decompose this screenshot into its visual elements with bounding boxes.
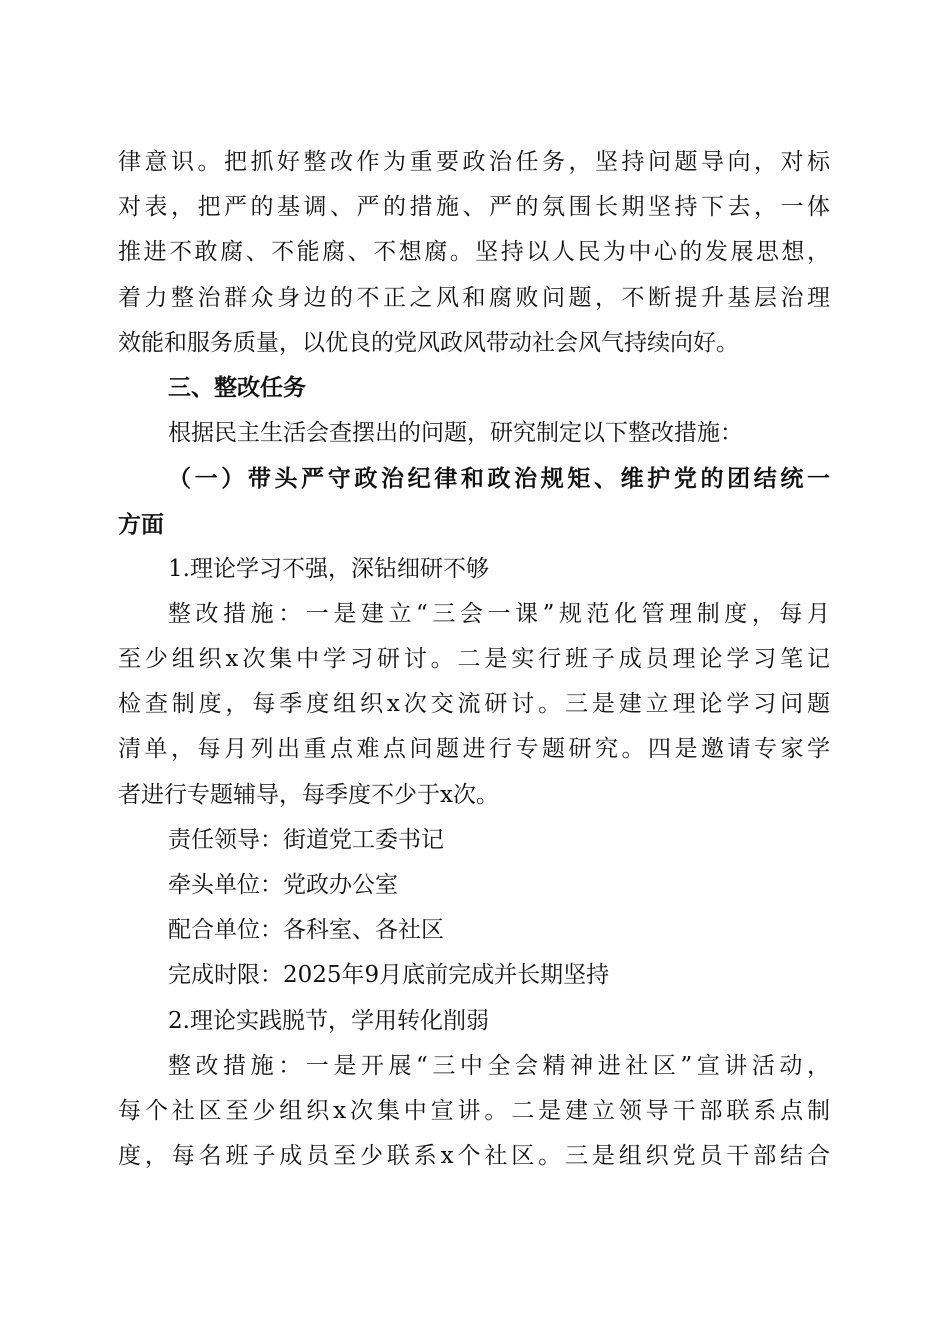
responsible-leader: 责任领导：街道党工委书记 (168, 826, 444, 853)
measure-line: 整改措施：一是建立“三会一课”规范化管理制度，每月 (168, 600, 830, 627)
paragraph-line: 对表，把严的基调、严的措施、严的氛围长期坚持下去，一体 (118, 194, 830, 221)
paragraph-line: 着力整治群众身边的不正之风和腐败问题，不断提升基层治理 (118, 284, 830, 311)
issue-title: 2.理论实践脱节，学用转化削弱 (168, 1007, 489, 1034)
cooperating-units: 配合单位：各科室、各社区 (168, 917, 444, 944)
paragraph-line: 效能和服务质量，以优良的党风政风带动社会风气持续向好。 (118, 329, 739, 356)
paragraph-line: 律意识。把抓好整改作为重要政治任务，坚持问题导向，对标 (118, 149, 830, 175)
measure-line: 者进行专题辅导，每季度不少于x次。 (118, 781, 499, 808)
measure-line: 整改措施：一是开展“三中全会精神进社区”宣讲活动， (168, 1052, 830, 1079)
document-body (118, 140, 830, 1179)
measure-line: 每个社区至少组织x次集中宣讲。二是建立领导干部联系点制 (118, 1097, 830, 1124)
issue-title: 1.理论学习不强，深钻细研不够 (168, 555, 489, 582)
subsection-heading: （一）带头严守政治纪律和政治规矩、维护党的团结统一 (168, 465, 830, 493)
measure-line: 清单，每月列出重点难点问题进行专题研究。四是邀请专家学 (118, 736, 830, 763)
measure-line: 度，每名班子成员至少联系x个社区。三是组织党员干部结合 (118, 1143, 830, 1170)
section-heading: 三、整改任务 (168, 374, 306, 401)
intro-line: 根据民主生活会查摆出的问题，研究制定以下整改措施： (168, 420, 743, 447)
deadline: 完成时限：2025年9月底前完成并长期坚持 (168, 962, 610, 989)
subsection-heading-continued: 方面 (118, 510, 164, 538)
measure-line: 至少组织x次集中学习研讨。二是实行班子成员理论学习笔记 (118, 646, 830, 673)
lead-unit: 牵头单位：党政办公室 (168, 872, 398, 898)
measure-line: 检查制度，每季度组织x次交流研讨。三是建立理论学习问题 (118, 691, 830, 718)
paragraph-line: 推进不敢腐、不能腐、不想腐。坚持以人民为中心的发展思想， (118, 239, 830, 266)
